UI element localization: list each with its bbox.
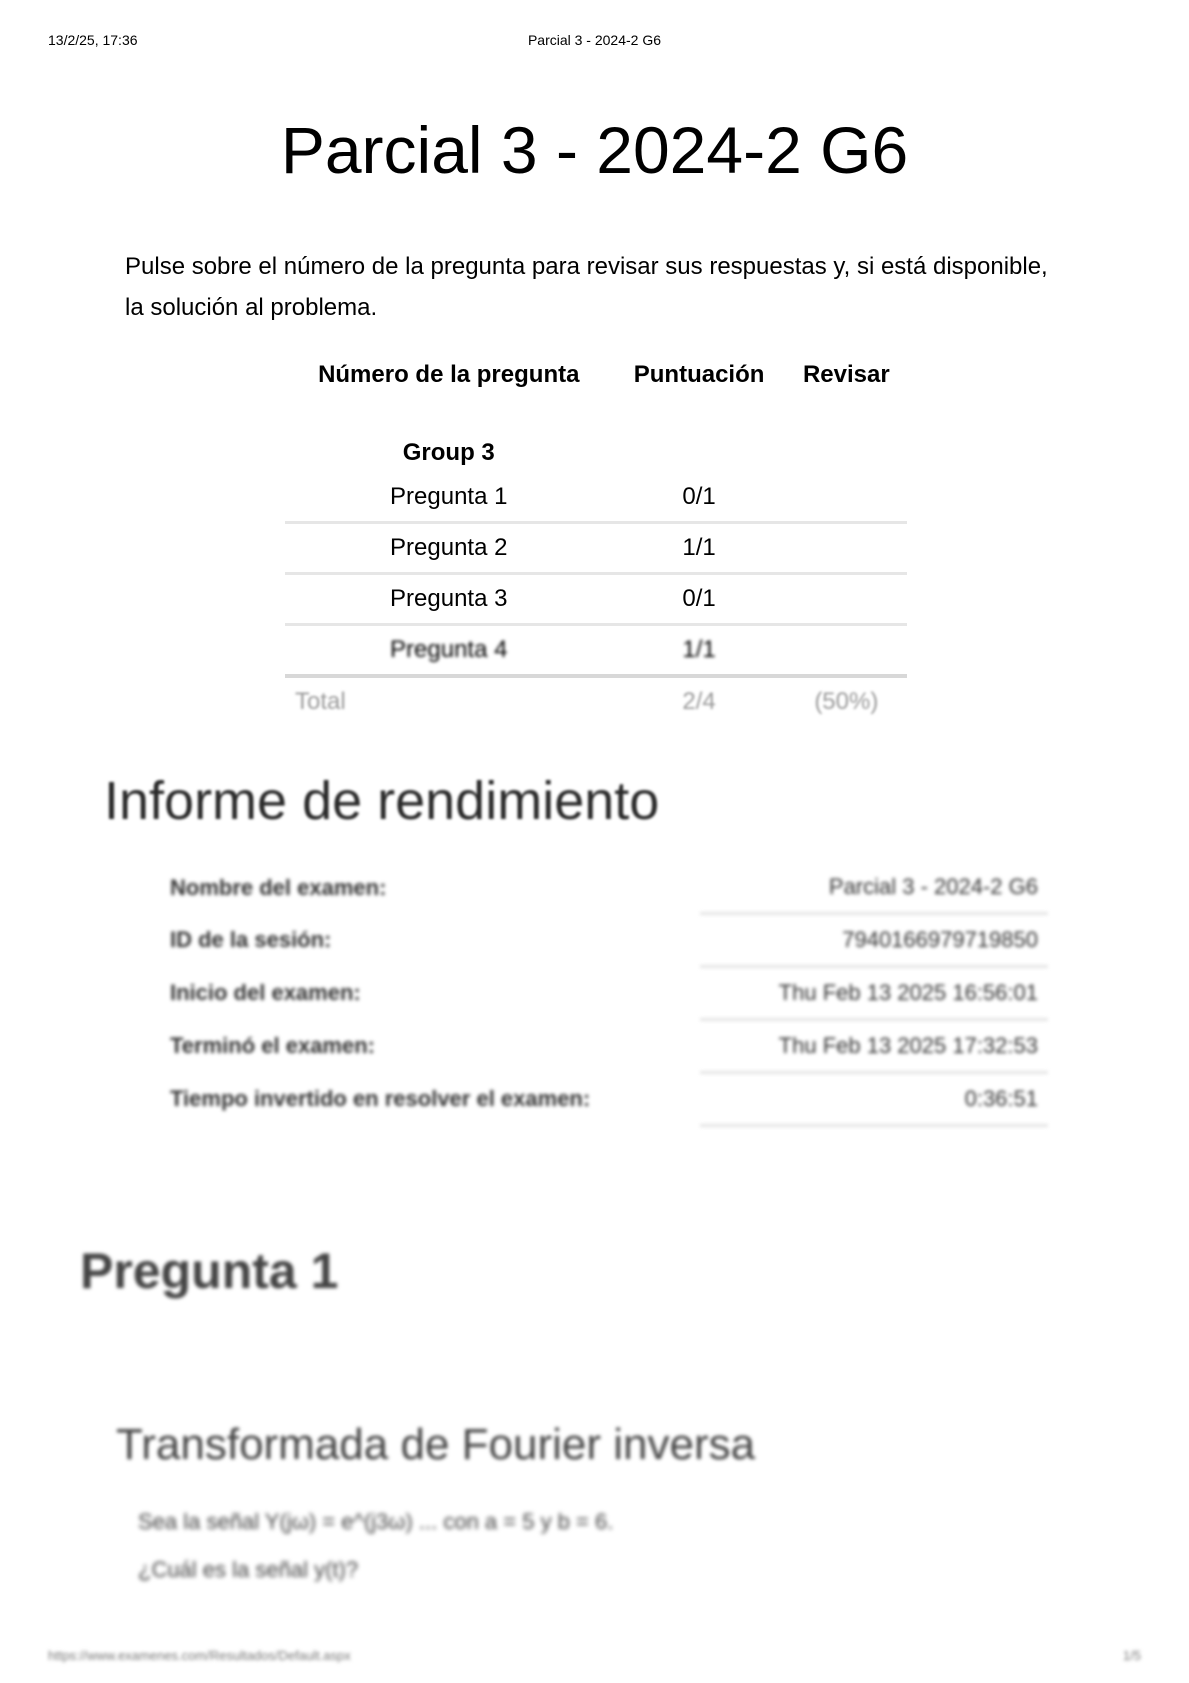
report-row bbox=[160, 862, 1048, 914]
report-key: Nombre del examen: bbox=[170, 874, 387, 900]
col-score-header: Puntuación bbox=[633, 361, 765, 388]
question-link[interactable]: Pregunta 3 bbox=[285, 574, 613, 625]
report-row bbox=[160, 1073, 1048, 1126]
total-score: 2/4 bbox=[682, 688, 716, 715]
report-row bbox=[160, 914, 1048, 967]
question-score: 1/1 bbox=[613, 523, 786, 574]
question-link[interactable]: Pregunta 2 bbox=[285, 523, 613, 574]
total-row bbox=[285, 676, 907, 726]
scores-table bbox=[285, 353, 907, 726]
page-title: Parcial 3 - 2024-2 G6 bbox=[280, 113, 909, 187]
report-key: ID de la sesión: bbox=[170, 927, 332, 952]
question-subtitle: Transformada de Fourier inversa bbox=[116, 1420, 756, 1469]
total-label: Total bbox=[295, 688, 346, 715]
print-header bbox=[48, 32, 1141, 52]
question-score: 0/1 bbox=[613, 574, 786, 625]
report-value: Thu Feb 13 2025 16:56:01 bbox=[700, 967, 1048, 1020]
table-row[interactable] bbox=[285, 625, 907, 677]
report-value: 7940166979719850 bbox=[700, 914, 1048, 967]
report-key: Tiempo invertido en resolver el examen: bbox=[170, 1086, 591, 1111]
question-link[interactable]: Pregunta 4 bbox=[285, 625, 613, 677]
question-score: 1/1 bbox=[613, 625, 786, 677]
print-footer bbox=[48, 1648, 1141, 1664]
report-row bbox=[160, 1020, 1048, 1073]
report-title: Informe de rendimiento bbox=[104, 771, 660, 831]
question-statement: Sea la señal Y(jω) = e^(j3ω) ... con a = 5 y b = 6. bbox=[138, 1509, 614, 1534]
scores-header-row bbox=[285, 353, 907, 397]
question-link[interactable]: Pregunta 1 bbox=[285, 473, 613, 523]
total-percent: (50%) bbox=[814, 688, 879, 715]
report-key: Terminó el examen: bbox=[170, 1033, 375, 1058]
table-row[interactable] bbox=[285, 574, 907, 625]
question-ask: ¿Cuál es la señal y(t)? bbox=[138, 1557, 359, 1582]
question-body bbox=[138, 1498, 1038, 1594]
report-value: Parcial 3 - 2024-2 G6 bbox=[700, 862, 1048, 914]
footer-url: https://www.examenes.com/Resultados/Default.aspx bbox=[48, 1648, 351, 1663]
question-score: 0/1 bbox=[613, 473, 786, 523]
report-row bbox=[160, 967, 1048, 1020]
group-label: Group 3 bbox=[402, 439, 495, 466]
report-key: Inicio del examen: bbox=[170, 980, 361, 1005]
table-row[interactable] bbox=[285, 523, 907, 574]
report-value: Thu Feb 13 2025 17:32:53 bbox=[700, 1020, 1048, 1073]
col-review-header: Revisar bbox=[802, 361, 890, 388]
col-question-header: Número de la pregunta bbox=[318, 361, 580, 388]
table-row[interactable] bbox=[285, 473, 907, 523]
intro-text: Pulse sobre el número de la pregunta para revisar sus respuestas y, si está disponible, la solución al problema. bbox=[125, 253, 1048, 321]
print-title: Parcial 3 - 2024-2 G6 bbox=[527, 32, 662, 48]
footer-page-number: 1/5 bbox=[1122, 1648, 1141, 1663]
report-table bbox=[160, 862, 1048, 1127]
report-value: 0:36:51 bbox=[700, 1073, 1048, 1126]
print-date: 13/2/25, 17:36 bbox=[48, 32, 138, 48]
group-row bbox=[285, 397, 907, 473]
question-title: Pregunta 1 bbox=[80, 1243, 339, 1299]
